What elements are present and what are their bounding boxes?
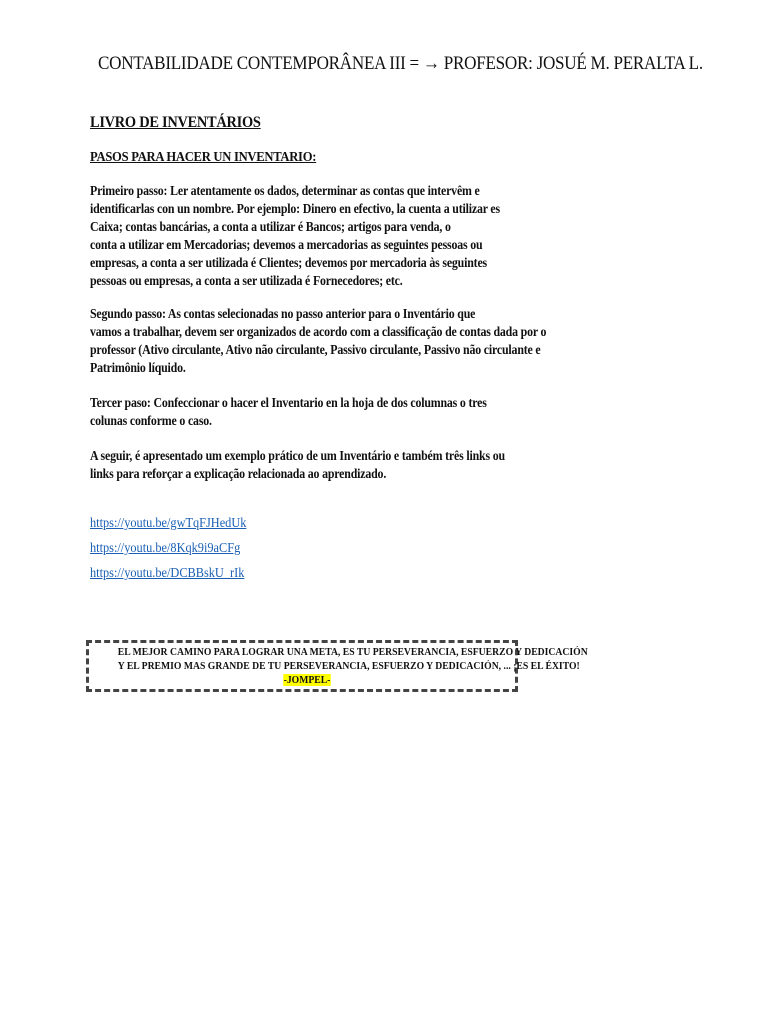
- quote-author-wrap: [118, 673, 496, 687]
- paragraph-step-3: [90, 394, 487, 430]
- quote-line-2: Y EL PREMIO MAS GRANDE DE TU PERSEVERANCIA, ESFUERZO Y DEDICACIÓN, ... ¡ES EL ÉXITO!: [117, 660, 580, 672]
- paragraph-line: Primeiro passo: Ler atentamente os dados, determinar as contas que intervêm e: [90, 183, 480, 198]
- video-links: [90, 515, 268, 590]
- paragraph-line: Caixa; contas bancárias, a conta a utilizar é Bancos; artigos para venda, o: [90, 219, 451, 234]
- paragraph-line: Segundo passo: As contas selecionadas no passo anterior para o Inventário que: [90, 306, 476, 321]
- paragraph-line: professor (Ativo circulante, Ativo não circulante, Passivo circulante, Passivo não circulante e: [90, 342, 541, 357]
- paragraph-line: pessoas ou empresas, a conta a ser utilizada é Fornecedores; etc.: [90, 273, 403, 288]
- paragraph-line: colunas conforme o caso.: [90, 413, 212, 428]
- paragraph-line: empresas, a conta a ser utilizada é Clientes; devemos por mercadoria às seguintes: [90, 255, 488, 270]
- paragraph-line: Patrimônio líquido.: [90, 360, 186, 375]
- paragraph-line: A seguir, é apresentado um exemplo prático de um Inventário e também três links ou: [90, 448, 505, 463]
- paragraph-line: conta a utilizar em Mercadorias; devemos a mercadorias as seguintes pessoas ou: [90, 237, 483, 252]
- page-header: CONTABILIDADE CONTEMPORÂNEA III = → PROFESOR: JOSUÉ M. PERALTA L.: [98, 53, 703, 74]
- paragraph-intro-links: [90, 447, 505, 483]
- video-link-2[interactable]: https://youtu.be/8Kqk9i9aCFg: [90, 541, 241, 556]
- quote-author: -JOMPEL-: [283, 674, 331, 686]
- motto-quote: [92, 645, 588, 687]
- quote-line-1: EL MEJOR CAMINO PARA LOGRAR UNA META, ES TU PERSEVERANCIA, ESFUERZO Y DEDICACIÓN: [117, 646, 588, 658]
- paragraph-line: links para reforçar a explicação relacionada ao aprendizado.: [90, 466, 387, 481]
- paragraph-line: identificarlas con un nombre. Por ejemplo: Dinero en efectivo, la cuenta a utilizar es: [90, 201, 500, 216]
- video-link-3[interactable]: https://youtu.be/DCBBskU_rIk: [90, 566, 245, 581]
- paragraph-step-2: [90, 305, 546, 377]
- section-title: LIVRO DE INVENTÁRIOS: [90, 114, 261, 131]
- video-link-1[interactable]: https://youtu.be/gwTqFJHedUk: [90, 516, 247, 531]
- paragraph-step-1: [90, 182, 500, 290]
- paragraph-line: vamos a trabalhar, devem ser organizados de acordo com a classificação de contas dada por o: [90, 324, 547, 339]
- paragraph-line: Tercer paso: Confeccionar o hacer el Inventario en la hoja de dos columnas o tres: [90, 395, 487, 410]
- subtitle: PASOS PARA HACER UN INVENTARIO:: [90, 150, 317, 165]
